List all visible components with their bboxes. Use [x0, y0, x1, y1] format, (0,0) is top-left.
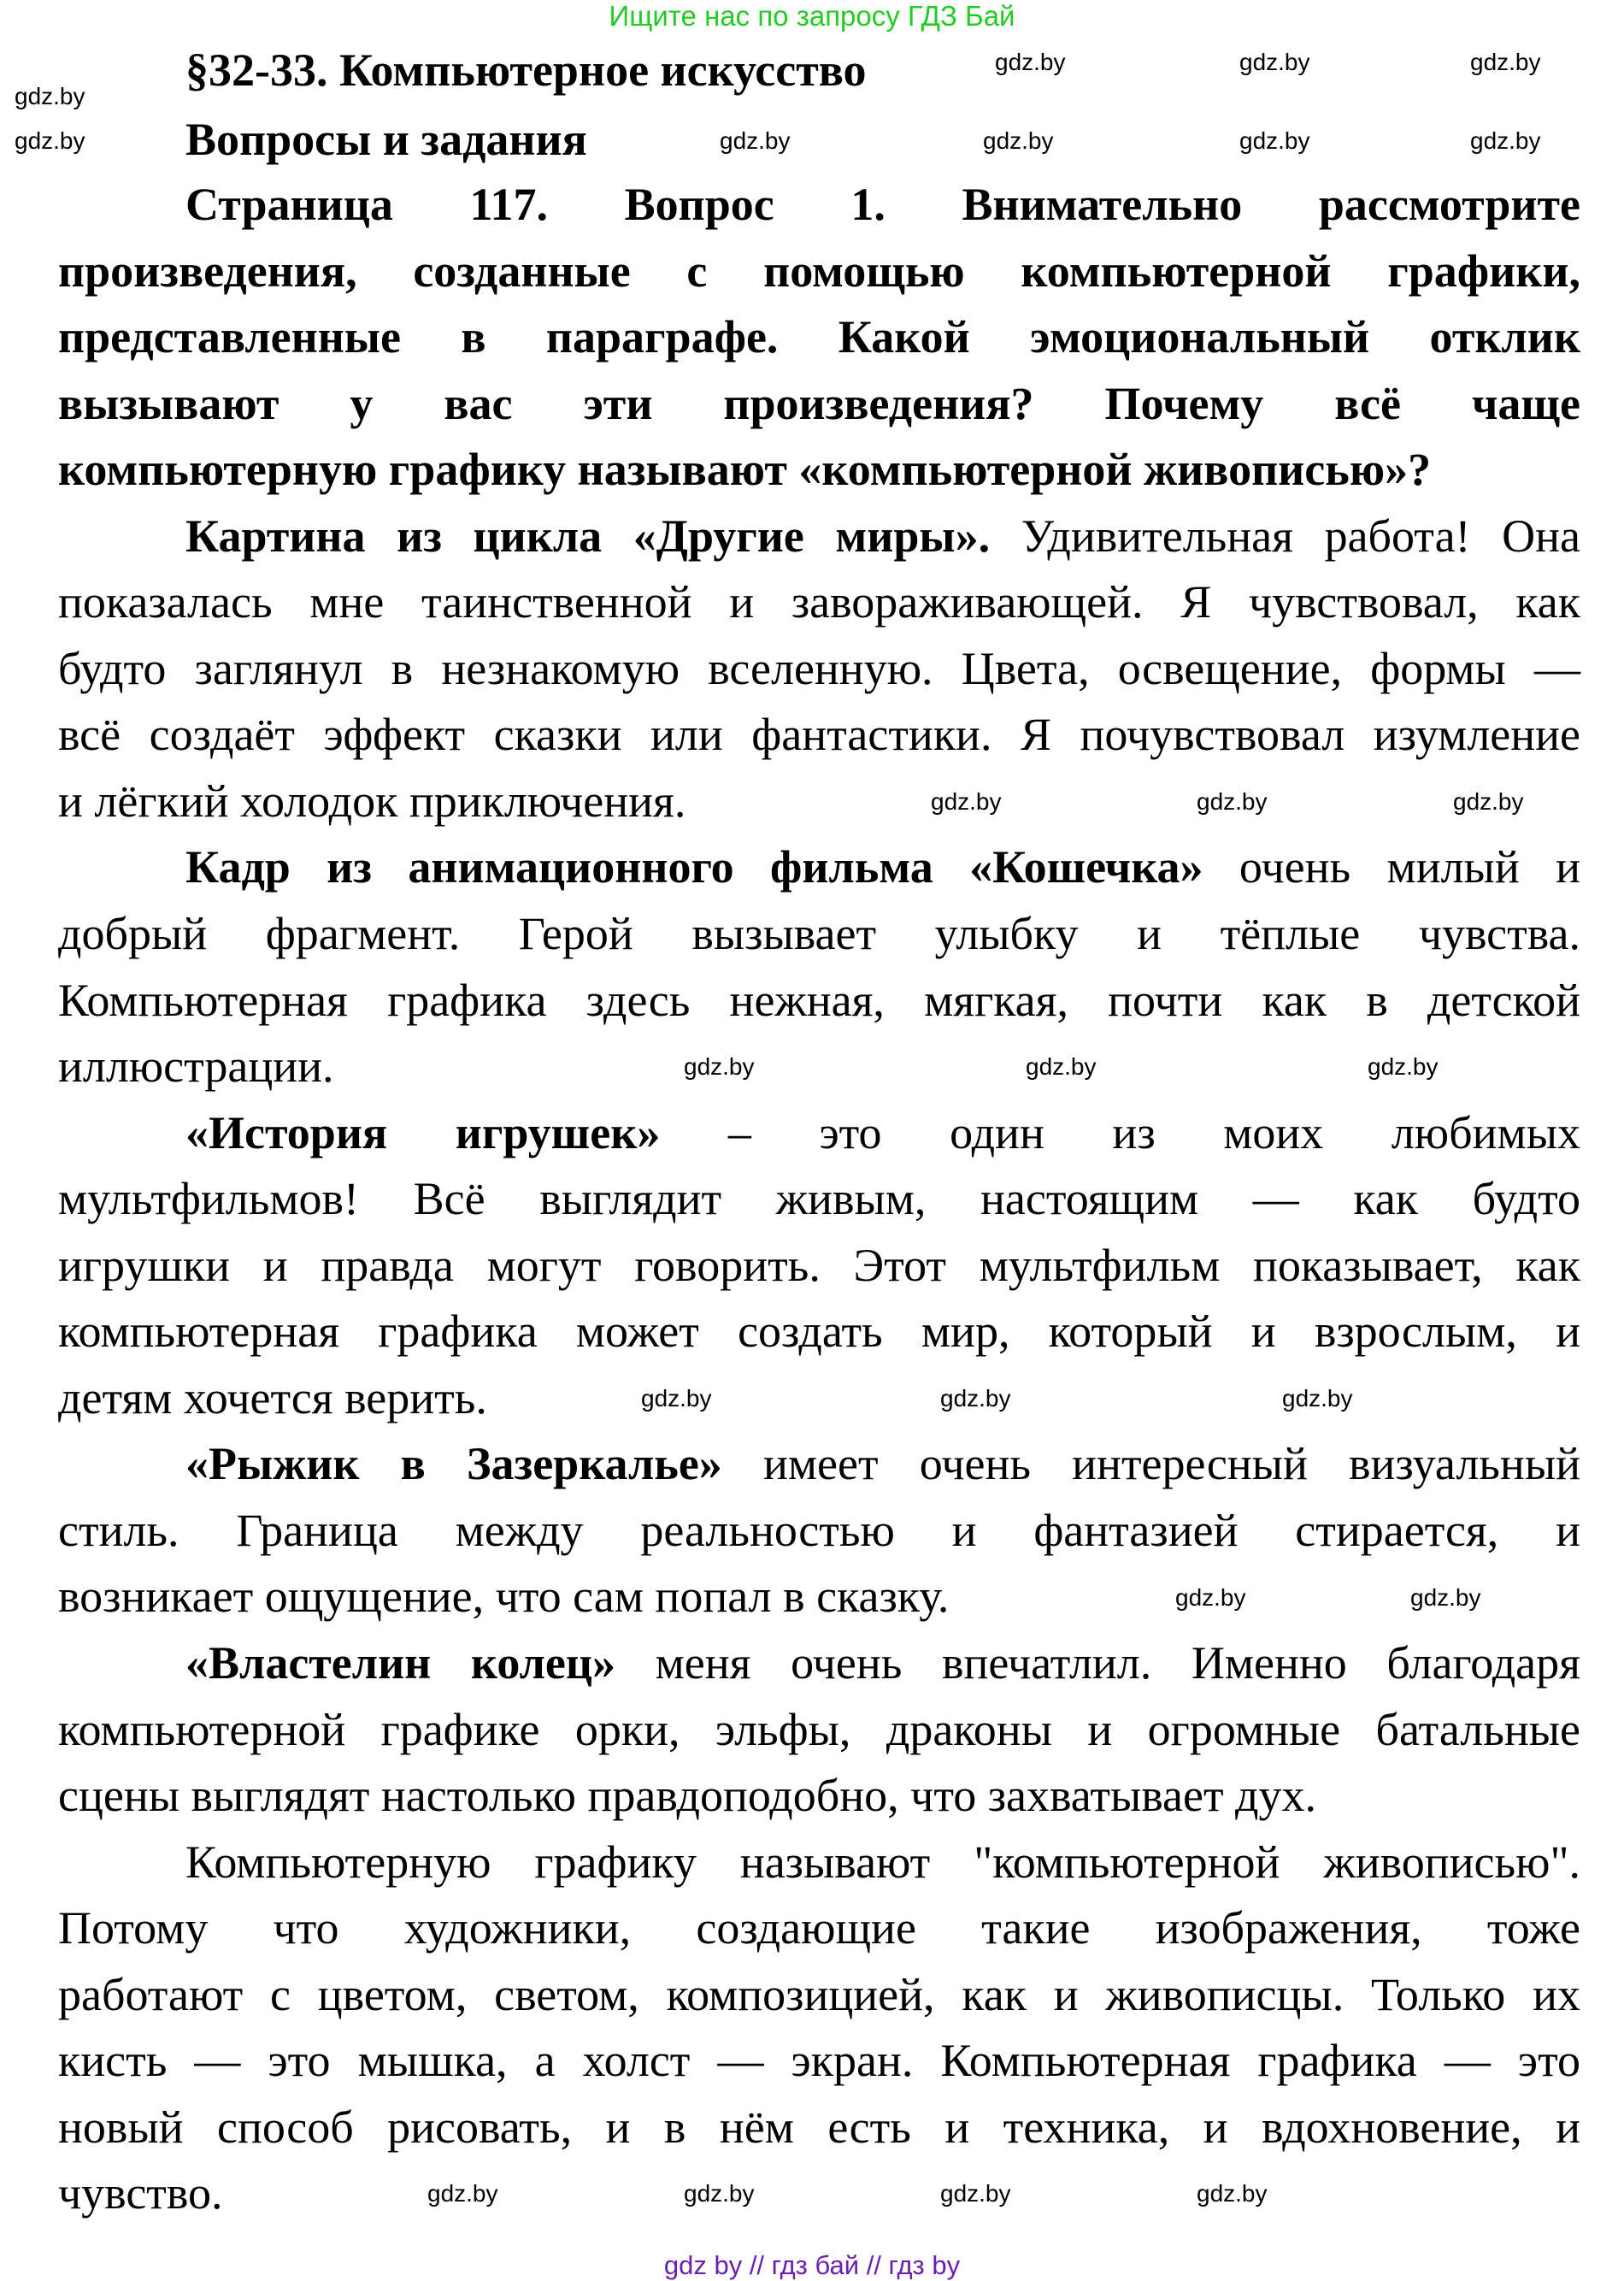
- bold-text: «История игрушек»: [185, 1106, 661, 1158]
- text: новый способ рисовать, и в нём есть и техника, и вдохновение, и: [58, 2101, 1580, 2153]
- bold-text: Картина из цикла «Другие миры».: [185, 510, 991, 562]
- text: работают с цветом, светом, композицией, как и живописцы. Только их: [58, 1968, 1580, 2020]
- watermark-label: gdz.by: [1239, 127, 1310, 154]
- bold-text: «Властелин колец»: [185, 1637, 615, 1689]
- text: мультфильмов! Всё выглядит живым, настоящим — как будто: [58, 1173, 1580, 1225]
- watermark-label: gdz.by: [684, 2180, 755, 2207]
- text-line: [58, 569, 1580, 636]
- section-subtitle: Вопросы и задания: [185, 114, 587, 165]
- text-line: [58, 1895, 1580, 1962]
- watermark-label: gdz.by: [1175, 1584, 1246, 1611]
- text-line: [58, 901, 1580, 968]
- watermark-label: gdz.by: [1026, 1053, 1097, 1080]
- text-line: [58, 1166, 1580, 1233]
- watermark-label: gdz.by: [1197, 2180, 1268, 2207]
- bold-text: Кадр из анимационного фильма «Кошечка»: [185, 841, 1203, 893]
- text-line: [58, 1763, 1580, 1830]
- text-line: [58, 1962, 1580, 2029]
- watermark-label: gdz.by: [427, 2180, 498, 2207]
- watermark-label: gdz.by: [1453, 788, 1524, 815]
- text-line: [58, 2095, 1580, 2161]
- text-line: [58, 1830, 1580, 1896]
- text: стиль. Граница между реальностью и фантазией стирается, и: [58, 1504, 1580, 1556]
- watermark-label: gdz.by: [1368, 1053, 1439, 1080]
- text-line: [58, 371, 1580, 438]
- watermark-label: gdz.by: [983, 127, 1054, 154]
- bold-text: Страница 117. Вопрос 1. Внимательно рассмотрите: [185, 179, 1580, 230]
- footer-links[interactable]: gdz by // гдз бай // гдз by: [663, 2250, 961, 2280]
- watermark-label: gdz.by: [940, 1385, 1011, 1412]
- bold-text: произведения, созданные с помощью компьютерной графики,: [58, 245, 1580, 297]
- watermark-label: gdz.by: [1470, 127, 1541, 154]
- watermark-label: gdz.by: [1197, 788, 1268, 815]
- watermark-label: gdz.by: [940, 2180, 1011, 2207]
- text-line: [58, 1697, 1580, 1764]
- text: Компьютерную графику называют "компьютерной живописью".: [185, 1836, 1580, 1888]
- text-line: [58, 1498, 1580, 1565]
- watermark-label: gdz.by: [1239, 49, 1310, 75]
- search-hint-banner: Ищите нас по запросу ГДЗ Бай: [609, 0, 1015, 32]
- text: и лёгкий холодок приключения.: [58, 775, 686, 827]
- text-line: [58, 1564, 1580, 1630]
- text: компьютерной графике орки, эльфы, драконы и огромные батальные: [58, 1703, 1580, 1755]
- text-line: [58, 1233, 1580, 1300]
- text: показалась мне таинственной и завораживающей. Я чувствовал, как: [58, 576, 1580, 628]
- watermark-label: gdz.by: [995, 49, 1066, 75]
- text-line: [58, 239, 1580, 305]
- text: очень милый и: [1203, 841, 1580, 893]
- text: добрый фрагмент. Герой вызывает улыбку и тёплые чувства.: [58, 908, 1580, 960]
- text-line: [58, 1431, 1580, 1498]
- text: Потому что художники, создающие такие изображения, тоже: [58, 1902, 1580, 1954]
- text: будто заглянул в незнакомую вселенную. Цвета, освещение, формы —: [58, 642, 1580, 694]
- text: детям хочется верить.: [58, 1371, 487, 1423]
- text: всё создаёт эффект сказки или фантастики. Я почувствовал изумление: [58, 709, 1580, 761]
- answer-text: [58, 172, 1580, 2227]
- bold-text: «Рыжик в Зазеркалье»: [185, 1438, 722, 1490]
- watermark-label: gdz.by: [15, 83, 85, 109]
- text-line: [58, 172, 1580, 239]
- watermark-label: gdz.by: [931, 788, 1002, 815]
- text: сцены выглядят настолько правдоподобно, что захватывает дух.: [58, 1770, 1317, 1822]
- text-line: [58, 968, 1580, 1034]
- section-title: §32-33. Компьютерное искусство: [185, 44, 867, 96]
- text: иллюстрации.: [58, 1040, 334, 1093]
- text-line: [58, 437, 1580, 504]
- text-line: [58, 2028, 1580, 2095]
- bold-text: представленные в параграфе. Какой эмоциональный отклик: [58, 311, 1580, 363]
- text-line: [58, 504, 1580, 570]
- text-line: [58, 769, 1580, 835]
- text-line: [58, 304, 1580, 371]
- watermark-label: gdz.by: [720, 127, 791, 154]
- text-line: [58, 834, 1580, 901]
- text-line: [58, 2160, 1580, 2227]
- text: меня очень впечатлил. Именно благодаря: [615, 1637, 1580, 1689]
- watermark-label: gdz.by: [1410, 1584, 1481, 1611]
- bold-text: компьютерную графику называют «компьютерной живописью»?: [58, 444, 1432, 496]
- text: кисть — это мышка, а холст — экран. Компьютерная графика — это: [58, 2035, 1580, 2087]
- watermark-label: gdz.by: [15, 127, 85, 154]
- text: Компьютерная графика здесь нежная, мягкая, почти как в детской: [58, 974, 1580, 1026]
- text: – это один из моих любимых: [660, 1106, 1580, 1158]
- text: Удивительная работа! Она: [990, 510, 1580, 562]
- text: возникает ощущение, что сам попал в сказку.: [58, 1571, 950, 1623]
- text: компьютерная графика может создать мир, который и взрослым, и: [58, 1306, 1580, 1358]
- text-line: [58, 702, 1580, 769]
- text: имеет очень интересный визуальный: [721, 1438, 1581, 1490]
- text: чувство.: [58, 2167, 223, 2219]
- watermark-label: gdz.by: [684, 1053, 755, 1080]
- watermark-label: gdz.by: [1470, 49, 1541, 75]
- bold-text: вызывают у вас эти произведения? Почему всё чаще: [58, 377, 1580, 429]
- text-line: [58, 1299, 1580, 1365]
- text-line: [58, 1100, 1580, 1167]
- watermark-label: gdz.by: [1282, 1385, 1353, 1412]
- text: игрушки и правда могут говорить. Этот мультфильм показывает, как: [58, 1239, 1580, 1291]
- text-line: [58, 1630, 1580, 1697]
- watermark-label: gdz.by: [641, 1385, 712, 1412]
- text-line: [58, 1034, 1580, 1100]
- text-line: [58, 636, 1580, 703]
